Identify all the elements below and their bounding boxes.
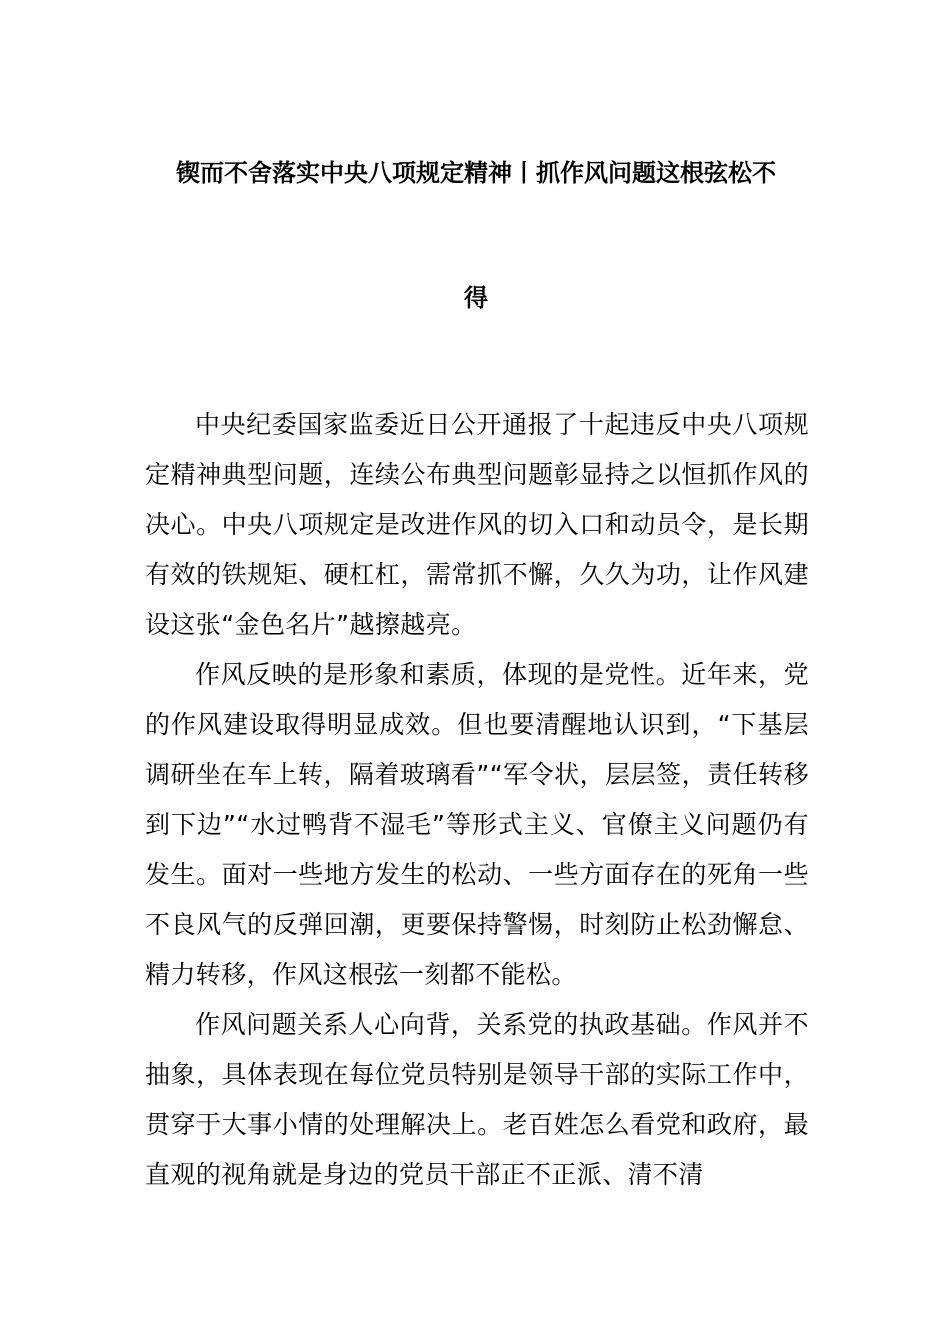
paragraph-3: 作风问题关系人心向背，关系党的执政基础。作风并不抽象，具体表现在每位党员特别是领导干部的实际工作中，贯穿于大事小情的处理解决上。老百姓怎么看党和政府，最直观的视角就是身边的党员干部正不正派、清不清 xyxy=(145,1010,809,1189)
document-body xyxy=(145,400,809,1200)
paragraph-1: 中央纪委国家监委近日公开通报了十起违反中央八项规定精神典型问题，连续公布典型问题彰显持之以恒抓作风的决心。中央八项规定是改进作风的切入口和动员令，是长期有效的铁规矩、硬杠杠，需常抓不懈，久久为功，让作风建设这张“金色名片”越擦越亮。 xyxy=(145,410,809,639)
document-title: 锲而不舍落实中央八项规定精神丨抓作风问题这根弦松不 xyxy=(176,159,776,187)
document-title-continuation: 得 xyxy=(464,284,488,312)
paragraph-2: 作风反映的是形象和素质，体现的是党性。近年来，党的作风建设取得明显成效。但也要清醒地认识到，“下基层调研坐在车上转，隔着玻璃看”“军令状，层层签，责任转移到下边”“水过鸭背不湿毛”等形式主义、官僚主义问题仍有发生。面对一些地方发生的松动、一些方面存在的死角一些不良风气的反弹回潮，更要保持警惕，时刻防止松劲懈怠、精力转移，作风这根弦一刻都不能松。 xyxy=(145,660,809,989)
